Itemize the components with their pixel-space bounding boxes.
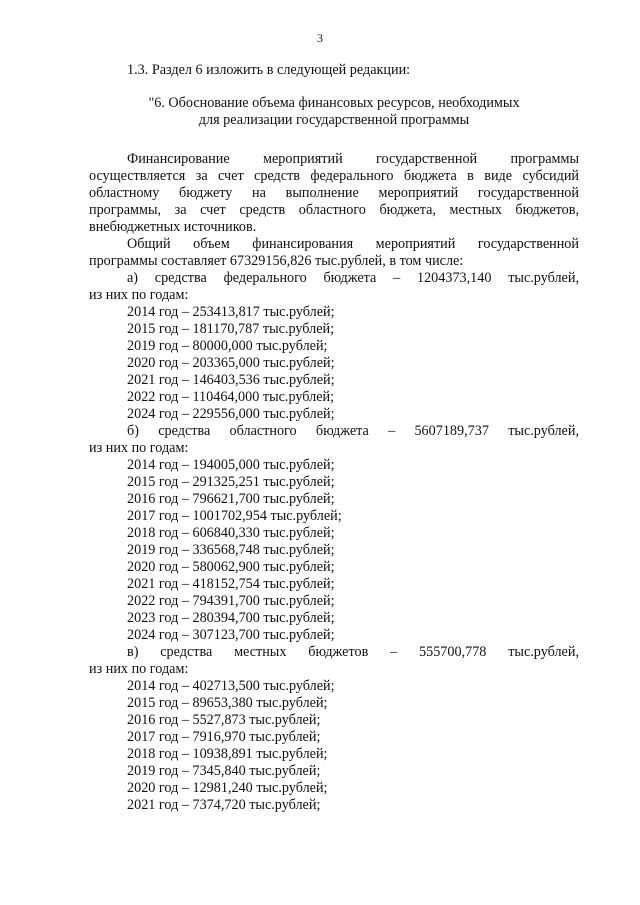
- regional-year-item: 2018 год – 606840,330 тыс.рублей;: [127, 525, 335, 541]
- local-budget-header: в) средства местных бюджетов – 555700,778 тыс.рублей,: [127, 644, 579, 660]
- federal-year-item: 2022 год – 110464,000 тыс.рублей;: [127, 389, 335, 405]
- regional-year-item: 2022 год – 794391,700 тыс.рублей;: [127, 593, 335, 609]
- document-body: [89, 62, 579, 814]
- regional-year-item: 2024 год – 307123,700 тыс.рублей;: [127, 627, 335, 643]
- local-year-item: 2021 год – 7374,720 тыс.рублей;: [127, 797, 321, 813]
- federal-year-item: 2019 год – 80000,000 тыс.рублей;: [127, 338, 328, 354]
- regional-year-item: 2023 год – 280394,700 тыс.рублей;: [127, 610, 335, 626]
- local-year-item: 2020 год – 12981,240 тыс.рублей;: [127, 780, 328, 796]
- paragraph-financing-sources: [89, 151, 579, 236]
- federal-budget-subheader: из них по годам:: [89, 287, 189, 303]
- federal-years-list: [89, 304, 579, 423]
- local-budget-block: [89, 644, 579, 814]
- section-instruction: 1.3. Раздел 6 изложить в следующей редакции:: [127, 62, 411, 78]
- regional-year-item: 2020 год – 580062,900 тыс.рублей;: [127, 559, 335, 575]
- page-number: 3: [317, 31, 323, 45]
- paragraph-line: Общий объем финансирования мероприятий государственной: [127, 236, 579, 252]
- federal-budget-block: [89, 270, 579, 423]
- regional-year-item: 2021 год – 418152,754 тыс.рублей;: [127, 576, 335, 592]
- section-heading: [89, 95, 579, 129]
- local-year-item: 2017 год – 7916,970 тыс.рублей;: [127, 729, 321, 745]
- paragraph-line: внебюджетных источников.: [89, 219, 257, 235]
- local-year-item: 2018 год – 10938,891 тыс.рублей;: [127, 746, 328, 762]
- federal-year-item: 2024 год – 229556,000 тыс.рублей;: [127, 406, 335, 422]
- regional-year-item: 2019 год – 336568,748 тыс.рублей;: [127, 542, 335, 558]
- local-year-item: 2019 год – 7345,840 тыс.рублей;: [127, 763, 321, 779]
- federal-budget-header: а) средства федерального бюджета – 1204373,140 тыс.рублей,: [127, 270, 579, 286]
- local-year-item: 2015 год – 89653,380 тыс.рублей;: [127, 695, 328, 711]
- federal-year-item: 2020 год – 203365,000 тыс.рублей;: [127, 355, 335, 371]
- heading-line: для реализации государственной программы: [198, 112, 470, 128]
- local-years-list: [89, 678, 579, 814]
- regional-budget-header: б) средства областного бюджета – 5607189,737 тыс.рублей,: [127, 423, 579, 439]
- paragraph-line: программы составляет 67329156,826 тыс.рублей, в том числе:: [89, 253, 464, 269]
- paragraph-line: программы, за счет средств областного бюджета, местных бюджетов,: [89, 202, 579, 218]
- regional-budget-block: [89, 423, 579, 644]
- regional-year-item: 2015 год – 291325,251 тыс.рублей;: [127, 474, 335, 490]
- regional-year-item: 2017 год – 1001702,954 тыс.рублей;: [127, 508, 342, 524]
- paragraph-line: областному бюджету на выполнение мероприятий государственной: [89, 185, 579, 201]
- federal-year-item: 2014 год – 253413,817 тыс.рублей;: [127, 304, 335, 320]
- regional-years-list: [89, 457, 579, 644]
- regional-year-item: 2014 год – 194005,000 тыс.рублей;: [127, 457, 335, 473]
- local-budget-subheader: из них по годам:: [89, 661, 189, 677]
- federal-year-item: 2015 год – 181170,787 тыс.рублей;: [127, 321, 335, 337]
- local-year-item: 2016 год – 5527,873 тыс.рублей;: [127, 712, 321, 728]
- heading-line: "6. Обоснование объема финансовых ресурсов, необходимых: [148, 95, 520, 111]
- paragraph-total-volume: [89, 236, 579, 270]
- federal-year-item: 2021 год – 146403,536 тыс.рублей;: [127, 372, 335, 388]
- regional-budget-subheader: из них по годам:: [89, 440, 189, 456]
- regional-year-item: 2016 год – 796621,700 тыс.рублей;: [127, 491, 335, 507]
- paragraph-line: осуществляется за счет средств федерального бюджета в виде субсидий: [89, 168, 579, 184]
- paragraph-line: Финансирование мероприятий государственной программы: [127, 151, 579, 167]
- local-year-item: 2014 год – 402713,500 тыс.рублей;: [127, 678, 335, 694]
